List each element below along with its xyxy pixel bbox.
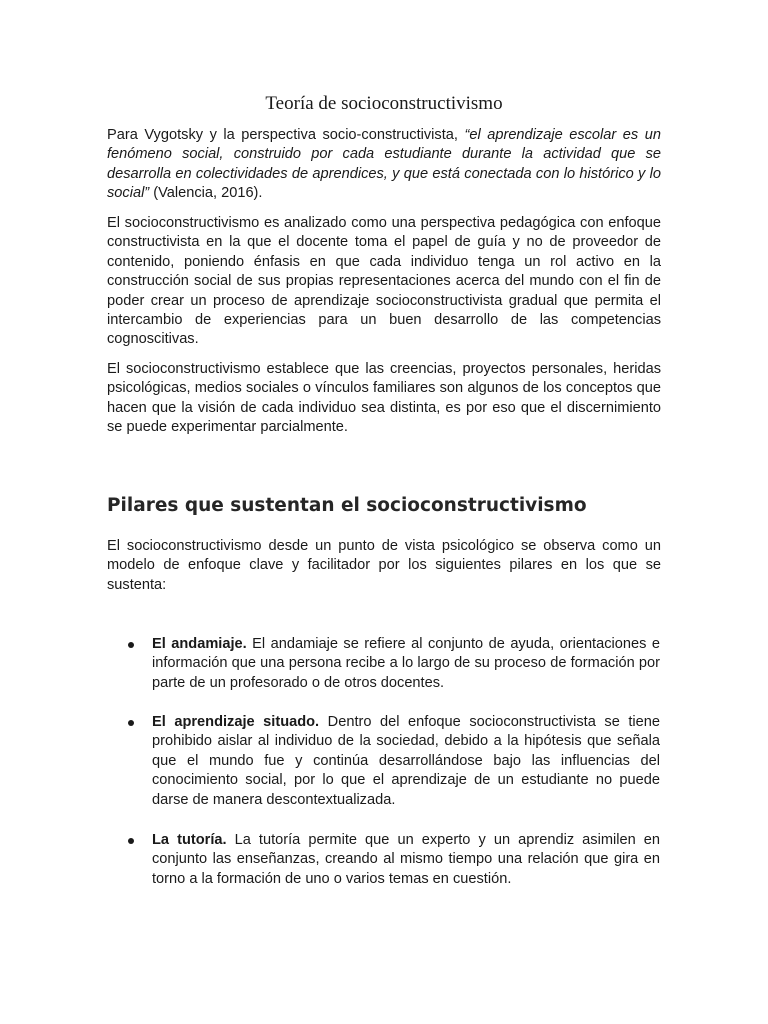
bullet-icon <box>128 720 134 726</box>
document-title: Teoría de socioconstructivismo <box>265 93 503 114</box>
pillar-description: Dentro del enfoque socioconstructivista se tiene prohibido aislar al individuo de la sociedad, debido a la hipótesis que señala que el mundo fue y continúa desarrollándose bajo las influencias del conocimiento social, por lo que el aprendizaje de un estudiante no puede darse de manera descontextualizada. <box>152 714 660 808</box>
paragraph-beliefs: El socioconstructivismo establece que las creencias, proyectos personales, heridas psicológicas, medios sociales o vínculos familiares son algunos de los conceptos que hacen que la visión de cada individuo sea distinta, es por eso que el discernimiento se puede experimentar parcialmente. <box>107 361 661 436</box>
intro-paragraph <box>107 126 661 204</box>
paragraph-definition: El socioconstructivismo es analizado como una perspectiva pedagógica con enfoque constructivista en la que el docente toma el papel de guía y no de proveedor de contenido, poniendo énfasis en que cada individuo tenga un rol activo en la construcción social de sus propias representaciones acerca del mundo con el fin de poder crear un proceso de aprendizaje socioconstructivista gradual que permita el intercambio de experiencias para un buen desarrollo de las competencias cognoscitivas. <box>107 215 661 348</box>
intro-prefix: Para Vygotsky y la perspectiva socio-constructivista, <box>107 127 465 143</box>
pillar-text <box>152 635 660 693</box>
pillar-text <box>152 713 660 810</box>
pillar-term: La tutoría. <box>152 832 227 848</box>
bullet-icon <box>128 642 134 648</box>
section-heading: Pilares que sustentan el socioconstructivismo <box>107 495 587 516</box>
bullet-icon <box>128 838 134 844</box>
pillar-text <box>152 831 660 889</box>
intro-citation: (Valencia, 2016). <box>149 185 263 202</box>
section-intro-paragraph: El socioconstructivismo desde un punto de vista psicológico se observa como un modelo de enfoque clave y facilitador por los siguientes pilares en los que se sustenta: <box>107 538 661 593</box>
pillar-term: El andamiaje. <box>152 636 247 652</box>
intro-quote: “el aprendizaje escolar es un fenómeno social, construido por cada estudiante durante la actividad que se desarrolla en colectividades de aprendices, y que está conectada con lo histórico y lo social” <box>107 127 661 202</box>
pillar-description: El andamiaje se refiere al conjunto de ayuda, orientaciones e información que una persona recibe a lo largo de su proceso de formación por parte de un profesorado o de otros docentes. <box>152 636 660 691</box>
pillar-description: La tutoría permite que un experto y un aprendiz asimilen en conjunto las enseñanzas, creando al mismo tiempo una relación que gira en torno a la formación de uno o varios temas en cuestión. <box>152 832 660 887</box>
pillar-term: El aprendizaje situado. <box>152 714 320 730</box>
